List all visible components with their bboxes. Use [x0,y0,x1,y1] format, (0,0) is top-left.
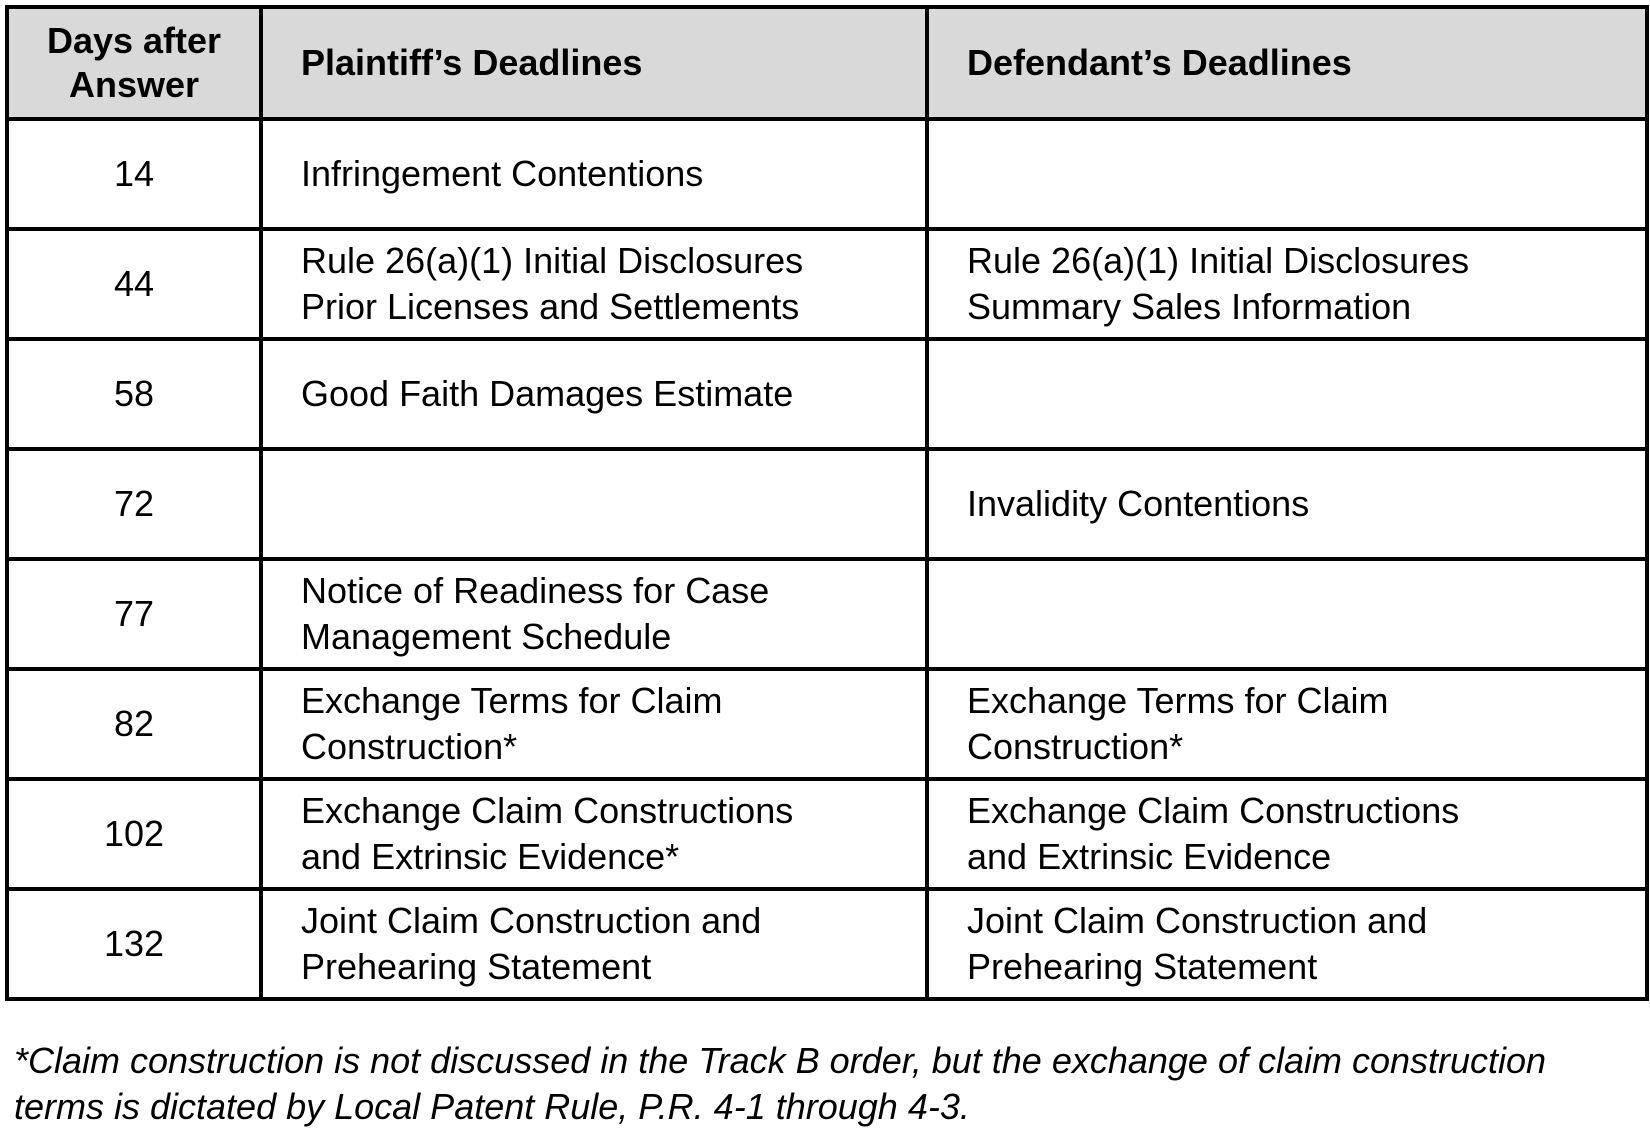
plaintiff-deadline-cell [261,779,927,889]
footnote-line-2: terms is dictated by Local Patent Rule, P.R. 4-1 through 4-3. [14,1086,970,1127]
days-header-line-2: Answer [68,64,200,105]
defendant-deadline-cell [927,669,1647,779]
defendant-deadline-line: Invalidity Contentions [967,483,1310,524]
table-row [7,889,1647,999]
defendant-deadline-line: Construction* [967,726,1184,767]
days-cell: 58 [7,339,261,449]
defendant-deadline-line: Rule 26(a)(1) Initial Disclosures [967,240,1470,281]
plaintiff-deadline-line: Prior Licenses and Settlements [301,286,800,327]
plaintiff-deadline-line: and Extrinsic Evidence* [301,836,680,877]
plaintiff-deadline-cell [261,449,927,559]
deadlines-table [5,5,1649,1001]
table-row [7,339,1647,449]
deadlines-table-container [5,5,1645,1001]
defendant-deadline-cell [927,559,1647,669]
footnote-line-1: *Claim construction is not discussed in the Track B order, but the exchange of claim construction [14,1040,1547,1081]
days-cell: 72 [7,449,261,559]
defendant-deadline-cell [927,339,1647,449]
table-row [7,669,1647,779]
deadlines-table-body [7,119,1647,999]
days-cell: 44 [7,229,261,339]
plaintiff-deadline-line: Exchange Claim Constructions [301,790,794,831]
footnote [14,1038,1644,1130]
table-header-row [7,7,1647,119]
table-row [7,119,1647,229]
table-row [7,449,1647,559]
defendant-deadline-line: Exchange Claim Constructions [967,790,1460,831]
plaintiff-deadline-line: Joint Claim Construction and [301,900,762,941]
plaintiff-deadline-line: Good Faith Damages Estimate [301,373,794,414]
plaintiff-deadline-cell [261,889,927,999]
plaintiff-deadline-line: Rule 26(a)(1) Initial Disclosures [301,240,804,281]
plaintiff-deadline-line: Management Schedule [301,616,672,657]
defendant-deadline-line: Prehearing Statement [967,946,1318,987]
table-row [7,229,1647,339]
defendant-deadlines-header: Defendant’s Deadlines [927,7,1647,119]
defendant-deadline-line: and Extrinsic Evidence [967,836,1332,877]
defendant-deadline-cell [927,889,1647,999]
days-cell: 102 [7,779,261,889]
plaintiff-deadline-cell [261,119,927,229]
days-cell: 14 [7,119,261,229]
days-header-line-1: Days after [46,20,222,61]
defendant-deadline-cell [927,779,1647,889]
defendant-deadline-line: Summary Sales Information [967,286,1412,327]
defendant-deadline-cell [927,449,1647,559]
plaintiff-deadline-cell [261,229,927,339]
plaintiff-deadlines-header: Plaintiff’s Deadlines [261,7,927,119]
days-cell: 132 [7,889,261,999]
defendant-deadline-cell [927,119,1647,229]
plaintiff-deadline-cell [261,339,927,449]
defendant-deadline-line: Joint Claim Construction and [967,900,1428,941]
plaintiff-deadline-line: Construction* [301,726,518,767]
defendant-deadline-cell [927,229,1647,339]
plaintiff-deadline-line: Prehearing Statement [301,946,652,987]
plaintiff-deadline-line: Exchange Terms for Claim [301,680,723,721]
plaintiff-deadline-cell [261,559,927,669]
table-row [7,559,1647,669]
table-row [7,779,1647,889]
plaintiff-deadline-cell [261,669,927,779]
plaintiff-deadline-line: Notice of Readiness for Case [301,570,770,611]
days-cell: 77 [7,559,261,669]
days-after-answer-header [7,7,261,119]
days-cell: 82 [7,669,261,779]
defendant-deadline-line: Exchange Terms for Claim [967,680,1389,721]
plaintiff-deadline-line: Infringement Contentions [301,153,704,194]
